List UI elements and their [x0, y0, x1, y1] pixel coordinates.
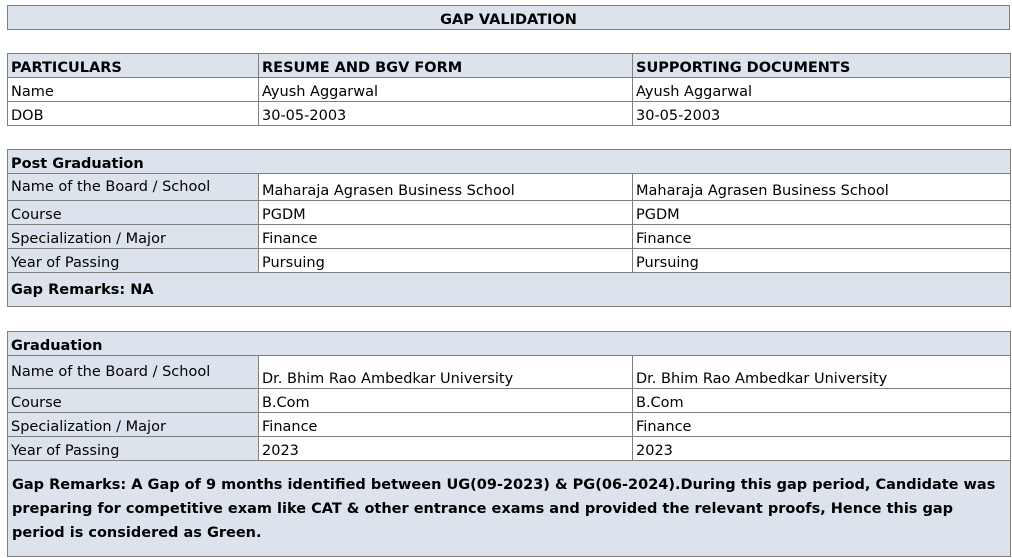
table-row [8, 249, 1011, 273]
page-title: GAP VALIDATION [8, 6, 1010, 30]
section-heading-graduation: Graduation [8, 332, 1011, 356]
table-row [8, 174, 1011, 201]
header-resume-bgv: RESUME AND BGV FORM [259, 54, 633, 78]
table-row [8, 225, 1011, 249]
table-row [8, 78, 1011, 102]
row-label: Year of Passing [8, 437, 259, 461]
docs-value: Finance [633, 413, 1011, 437]
docs-value: Maharaja Agrasen Business School [633, 174, 1011, 201]
resume-value: Ayush Aggarwal [259, 78, 633, 102]
table-row [8, 437, 1011, 461]
docs-value: Dr. Bhim Rao Ambedkar University [633, 356, 1011, 389]
docs-value: Ayush Aggarwal [633, 78, 1011, 102]
particulars-table [7, 53, 1011, 126]
post-graduation-table [7, 149, 1011, 307]
row-label: Name of the Board / School [8, 356, 259, 389]
row-label: Year of Passing [8, 249, 259, 273]
resume-value: Finance [259, 413, 633, 437]
row-label: Course [8, 389, 259, 413]
title-table [7, 5, 1010, 30]
header-supporting-docs: SUPPORTING DOCUMENTS [633, 54, 1011, 78]
resume-value: 2023 [259, 437, 633, 461]
docs-value: B.Com [633, 389, 1011, 413]
docs-value: Finance [633, 225, 1011, 249]
gap-remarks-graduation: Gap Remarks: A Gap of 9 months identified between UG(09-2023) & PG(06-2024).During this gap period, Candidate was preparing for competitive exam like CAT & other entrance exams and provided the relevant proofs, Hence this gap period is considered as Green. [8, 461, 1011, 557]
docs-value: Pursuing [633, 249, 1011, 273]
table-row [8, 356, 1011, 389]
section-heading-post-graduation: Post Graduation [8, 150, 1011, 174]
row-label: Specialization / Major [8, 413, 259, 437]
row-label: Course [8, 201, 259, 225]
docs-value: 2023 [633, 437, 1011, 461]
row-label: Specialization / Major [8, 225, 259, 249]
row-label: DOB [8, 102, 259, 126]
gap-remarks-post-graduation: Gap Remarks: NA [8, 273, 1011, 307]
row-label: Name [8, 78, 259, 102]
resume-value: 30-05-2003 [259, 102, 633, 126]
resume-value: Finance [259, 225, 633, 249]
resume-value: B.Com [259, 389, 633, 413]
graduation-table [7, 331, 1011, 557]
resume-value: Dr. Bhim Rao Ambedkar University [259, 356, 633, 389]
row-label: Name of the Board / School [8, 174, 259, 201]
table-row [8, 389, 1011, 413]
table-row [8, 201, 1011, 225]
resume-value: Pursuing [259, 249, 633, 273]
resume-value: Maharaja Agrasen Business School [259, 174, 633, 201]
table-row [8, 413, 1011, 437]
docs-value: PGDM [633, 201, 1011, 225]
resume-value: PGDM [259, 201, 633, 225]
table-row [8, 102, 1011, 126]
header-particulars: PARTICULARS [8, 54, 259, 78]
docs-value: 30-05-2003 [633, 102, 1011, 126]
